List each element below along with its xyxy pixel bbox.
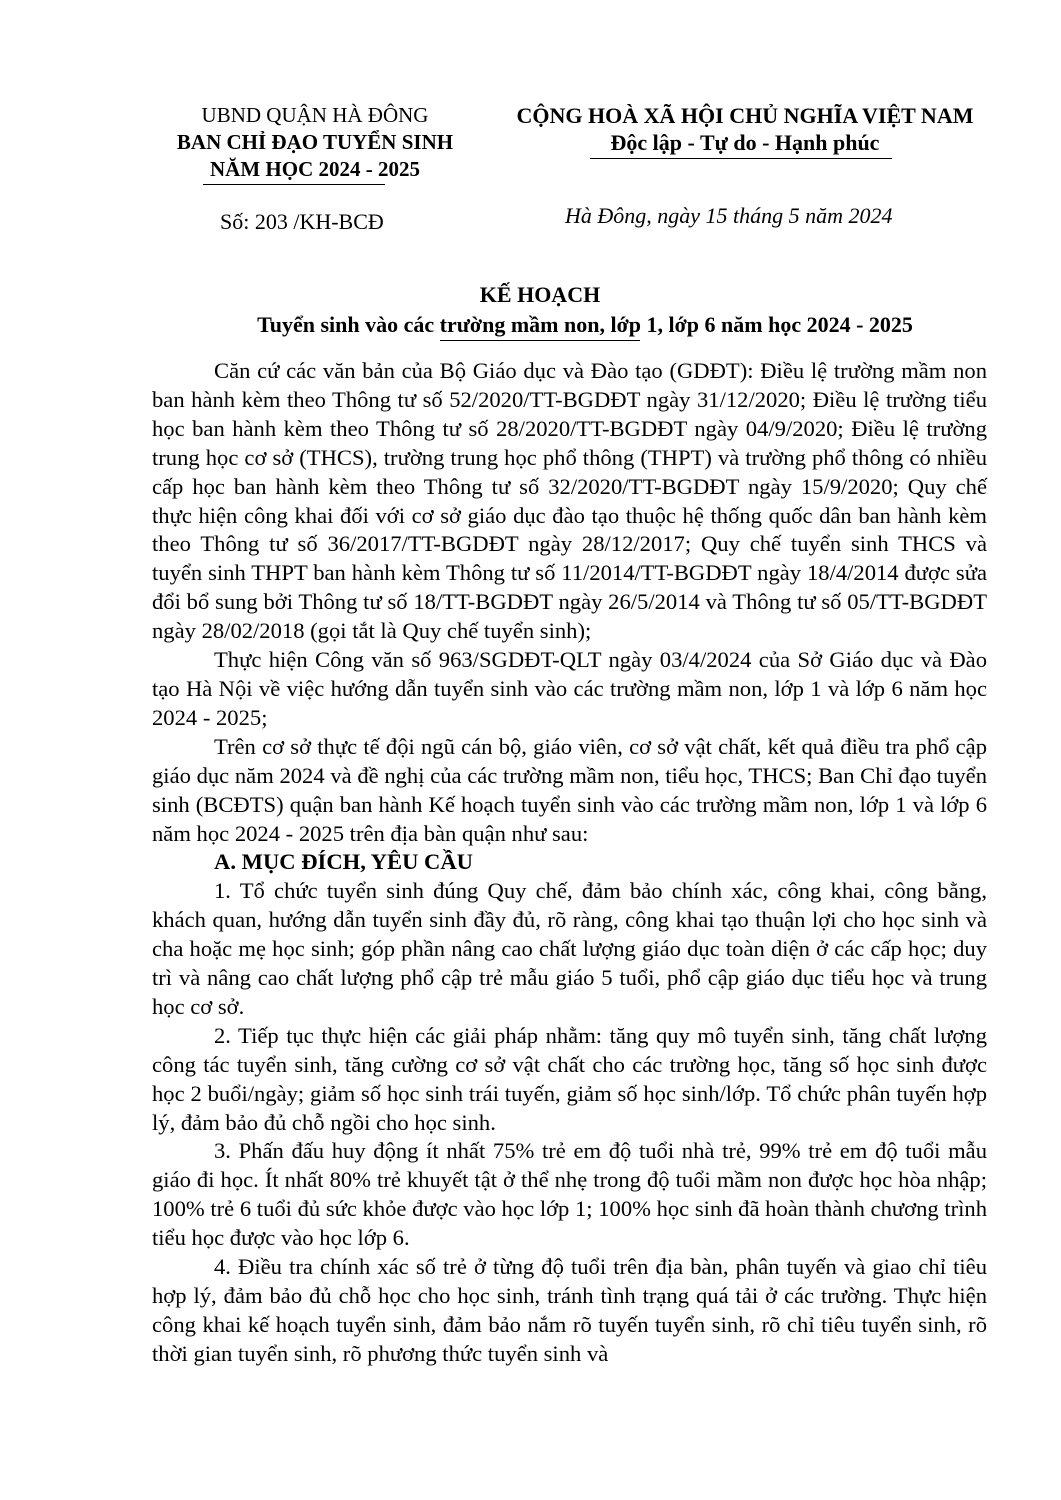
agency-underline — [203, 184, 385, 185]
motto-underline — [590, 158, 892, 159]
section-a-item-1: 1. Tổ chức tuyển sinh đúng Quy chế, đảm bảo chính xác, công khai, công bằng, khách quan, hướng dẫn tuyển sinh đầy đủ, rõ ràng, công khai tạo thuận lợi cho học sinh và cha hoặc mẹ học sinh; góp phần nâng cao chất lượng giáo dục toàn diện ở các cấp học; duy trì và nâng cao chất lượng phổ cập trẻ mẫu giáo 5 tuổi, phổ cập giáo dục tiểu học và trung học cơ sở. — [152, 878, 987, 1019]
document-title: KẾ HOẠCH — [479, 282, 601, 307]
document-title-block — [100, 280, 980, 340]
agency-line-1: UBND QUẬN HÀ ĐÔNG — [201, 103, 429, 127]
country-name: CỘNG HOÀ XÃ HỘI CHỦ NGHĨA VIỆT NAM — [516, 103, 974, 128]
section-a-item-3: 3. Phấn đấu huy động ít nhất 75% trẻ em độ tuổi nhà trẻ, 99% trẻ em độ tuổi mẫu giáo đi học. Ít nhất 80% trẻ khuyết tật ở thể nhẹ trong độ tuổi mầm non được học hòa nhập; 100% trẻ 6 tuổi đủ sức khỏe được vào học lớp 1; 100% học sinh đã hoàn thành chương trình tiểu học được vào học lớp 6. — [152, 1138, 987, 1251]
document-number: Số: 203 /KH-BCĐ — [220, 209, 384, 234]
national-motto-block — [495, 102, 995, 156]
section-a-item-4: 4. Điều tra chính xác số trẻ ở từng độ tuổi trên địa bàn, phân tuyến và giao chỉ tiêu hợp lý, đảm bảo đủ chỗ học cho học sinh, tránh tình trạng quá tải ở các trường. Thực hiện công khai kế hoạch tuyển sinh, đảm bảo nắm rõ tuyến tuyển sinh, rõ chỉ tiêu tuyển sinh, rõ thời gian tuyển sinh, rõ phương thức tuyển sinh và — [152, 1254, 987, 1366]
document-date: Hà Đông, ngày 15 tháng 5 năm 2024 — [565, 203, 893, 228]
agency-line-2: BAN CHỈ ĐẠO TUYỂN SINH — [176, 130, 454, 154]
document-subtitle: Tuyển sinh vào các trường mầm non, lớp 1, lớp 6 năm học 2024 - 2025 — [257, 312, 913, 337]
section-a-item-2: 2. Tiếp tục thực hiện các giải pháp nhằm: tăng quy mô tuyển sinh, tăng chất lượng công tác tuyển sinh, tăng cường cơ sở vật chất cho các trường học, tăng số học sinh được học 2 buổi/ngày; giảm số học sinh trái tuyến, giảm số học sinh/lớp. Tổ chức phân tuyến hợp lý, đảm bảo đủ chỗ ngồi cho học sinh. — [152, 1022, 987, 1135]
paragraph-basis: Trên cơ sở thực tế đội ngũ cán bộ, giáo viên, cơ sở vật chất, kết quả điều tra phổ cập giáo dục năm 2024 và đề nghị của các trường mầm non, tiểu học, THCS; Ban Chỉ đạo tuyển sinh (BCĐTS) quận ban hành Kế hoạch tuyển sinh vào các trường mầm non, lớp 1 và lớp 6 năm học 2024 - 2025 trên địa bàn quận như sau: — [152, 733, 987, 846]
motto: Độc lập - Tự do - Hạnh phúc — [610, 130, 880, 155]
title-underline — [440, 340, 640, 341]
document-body — [152, 357, 987, 1369]
paragraph-implementation: Thực hiện Công văn số 963/SGDĐT-QLT ngày 03/4/2024 của Sở Giáo dục và Đào tạo Hà Nội về việc hướng dẫn tuyển sinh vào các trường mầm non, lớp 1 và lớp 6 năm học 2024 - 2025; — [152, 647, 987, 730]
section-a-heading: A. MỤC ĐÍCH, YÊU CẦU — [214, 849, 473, 875]
agency-line-3: NĂM HỌC 2024 - 2025 — [210, 157, 420, 181]
issuing-agency-block — [150, 102, 480, 183]
paragraph-legal-basis: Căn cứ các văn bản của Bộ Giáo dục và Đào tạo (GDĐT): Điều lệ trường mầm non ban hành kèm theo Thông tư số 52/2020/TT-BGDĐT ngày 31/12/2020; Điều lệ trường tiểu học ban hành kèm theo Thông tư số 28/2020/TT-BGDĐT ngày 04/9/2020; Điều lệ trường trung học cơ sở (THCS), trường trung học phổ thông (THPT) và trường phổ thông có nhiều cấp học ban hành kèm theo Thông tư số 32/2020/TT-BGDĐT ngày 15/9/2020; Quy chế thực hiện công khai đối với cơ sở giáo dục đào tạo thuộc hệ thống quốc dân ban hành kèm theo Thông tư số 36/2017/TT-BGDĐT ngày 28/12/2017; Quy chế tuyển sinh THCS và tuyển sinh THPT ban hành kèm Thông tư số 11/2014/TT-BGDĐT ngày 18/4/2014 được sửa đổi bổ sung bởi Thông tư số 18/TT-BGDĐT ngày 26/5/2014 và Thông tư số 05/TT-BGDĐT ngày 28/02/2018 (gọi tắt là Quy chế tuyển sinh); — [152, 358, 987, 644]
